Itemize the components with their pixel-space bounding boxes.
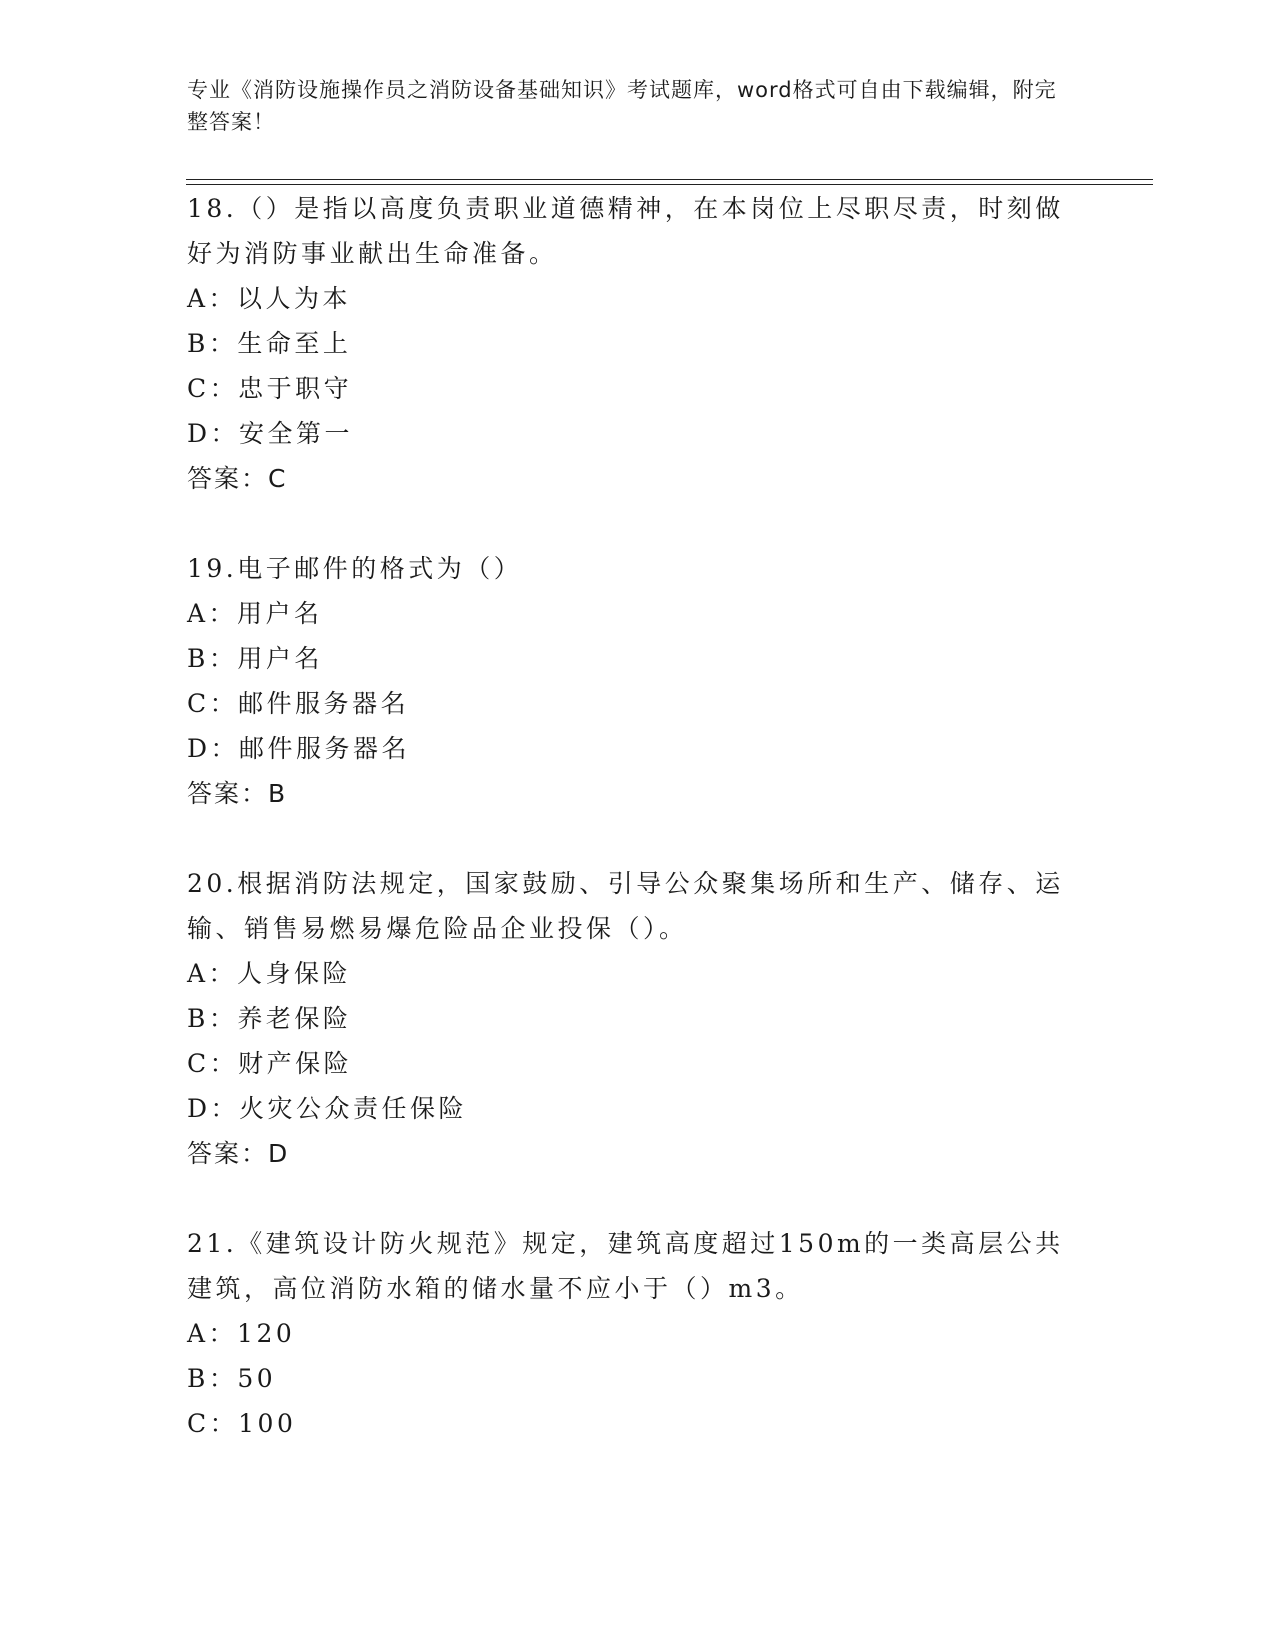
question-18-option-d: D：安全第一 [187, 419, 354, 448]
question-18-answer: 答案：C [187, 464, 288, 493]
question-19-stem-line-1: 19.电子邮件的格式为（） [187, 554, 523, 583]
question-21-option-a: A：120 [187, 1319, 296, 1348]
question-19-option-a: A：用户名 [187, 599, 323, 628]
question-18-option-c: C：忠于职守 [187, 374, 353, 403]
question-18-stem-line-1: 18.（）是指以高度负责职业道德精神，在本岗位上尽职尽责，时刻做 [187, 194, 1064, 223]
question-20-stem-line-2: 输、销售易燃易爆危险品企业投保（）。 [187, 914, 688, 943]
header-divider-top [186, 179, 1153, 180]
question-21-option-c: C：100 [187, 1409, 297, 1438]
question-18-option-a: A：以人为本 [187, 284, 352, 313]
question-20-option-b: B：养老保险 [187, 1004, 352, 1033]
question-19-option-c: C：邮件服务器名 [187, 689, 410, 718]
question-19-option-b: B：用户名 [187, 644, 323, 673]
document-intro: 专业《消防设施操作员之消防设备基础知识》考试题库，word格式可自由下载编辑，附完整答案！ [187, 78, 1057, 134]
header-divider-bottom [186, 184, 1153, 185]
question-19-option-d: D：邮件服务器名 [187, 734, 411, 763]
question-21-stem-line-2: 建筑，高位消防水箱的储水量不应小于（）m3。 [187, 1274, 804, 1303]
question-18-option-b: B：生命至上 [187, 329, 352, 358]
question-20-answer: 答案：D [187, 1139, 290, 1168]
question-19-answer: 答案：B [187, 779, 288, 808]
question-20-option-d: D：火灾公众责任保险 [187, 1094, 468, 1123]
question-21-stem-line-1: 21.《建筑设计防火规范》规定，建筑高度超过150m的一类高层公共 [187, 1229, 1064, 1258]
question-21-option-b: B：50 [187, 1364, 277, 1393]
question-20-option-a: A：人身保险 [187, 959, 352, 988]
question-18-stem-line-2: 好为消防事业献出生命准备。 [187, 239, 558, 268]
question-20-stem-line-1: 20.根据消防法规定，国家鼓励、引导公众聚集场所和生产、储存、运 [187, 869, 1064, 898]
question-20-option-c: C：财产保险 [187, 1049, 353, 1078]
